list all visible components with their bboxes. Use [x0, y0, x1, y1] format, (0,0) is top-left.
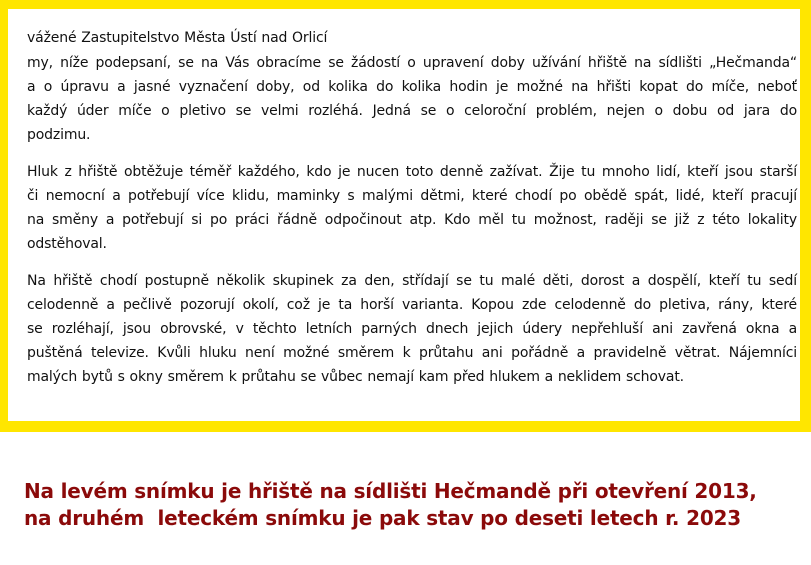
- paragraph-line: na směny a potřebují si po práci řádně odpočinout atp. Kdo měl tu možnost, raději se již z této lokality: [27, 212, 797, 228]
- caption-line-1: Na levém snímku je hřiště na sídlišti Hečmandě při otevření 2013,: [24, 479, 757, 503]
- letter-paragraph-3: [27, 269, 797, 389]
- paragraph-line: malých bytů s okny směrem k průtahu se vůbec nemají kam před hlukem a neklidem schovat.: [27, 369, 684, 385]
- paragraph-line: a o úpravu a jasné vyznačení doby, od kolika do kolika hodin je možné na hřišti kopat do míče, neboť: [27, 79, 797, 95]
- paragraph-line: puštěná televize. Kvůli hluku není možné směrem k průtahu ani pořádně a pravidelně větrat. Nájemníci: [27, 345, 797, 361]
- letter-body: [27, 27, 797, 402]
- paragraph-line: každý úder míče o pletivo se velmi rozléhá. Jedná se o celoroční problém, nejen o dobu od jara do: [27, 103, 797, 119]
- paragraph-line: Na hřiště chodí postupně několik skupinek za den, střídají se tu malé děti, dorost a dospělí, kteří tu sedí: [27, 273, 797, 289]
- letter-paragraph-2: [27, 160, 797, 256]
- paragraph-line: odstěhoval.: [27, 236, 107, 252]
- paragraph-line: či nemocní a potřebují více klidu, maminky s malými dětmi, které chodí po obědě spát, lidé, kteří pracují: [27, 188, 797, 204]
- paragraph-line: celodenně a pečlivě pozorují okolí, což je ta horší varianta. Kopou zde celodenně do pletiva, rány, které: [27, 297, 797, 313]
- paragraph-line: Hluk z hřiště obtěžuje téměř každého, kdo je nucen toto denně zažívat. Žije tu mnoho lidí, kteří jsou starší: [27, 164, 797, 180]
- paragraph-line: se rozléhají, jsou obrovské, v těchto letních parných dnech jejich údery nepřehluší ani zavřená okna a: [27, 321, 797, 337]
- caption-line-2: na druhém leteckém snímku je pak stav po deseti letech r. 2023: [24, 506, 741, 530]
- letter-salutation: vážené Zastupitelstvo Města Ústí nad Orlicí: [27, 30, 328, 46]
- letter-paragraph-1: [27, 51, 797, 147]
- letter-paper: [8, 9, 800, 421]
- image-caption: [24, 478, 757, 532]
- paragraph-line: my, níže podepsaní, se na Vás obracíme se žádostí o upravení doby užívání hřiště na sídlišti „Hečmanda“: [27, 55, 797, 71]
- paragraph-line: podzimu.: [27, 127, 91, 143]
